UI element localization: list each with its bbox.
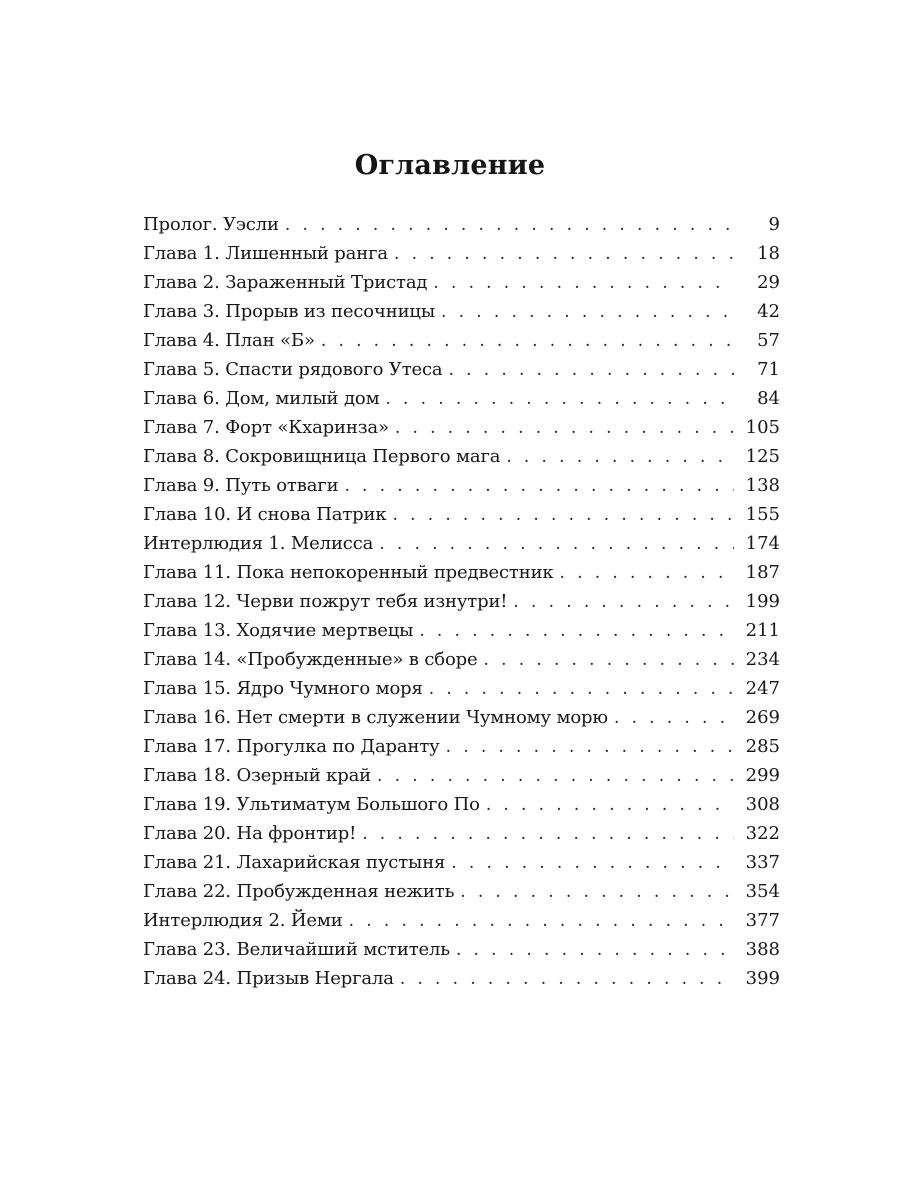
- toc-entry-page: 138: [745, 475, 780, 496]
- toc-entry-page: 155: [745, 504, 780, 525]
- toc-entry: [143, 819, 780, 848]
- toc-entry-page: 322: [745, 823, 780, 844]
- toc-entry-label: Глава 17. Прогулка по Даранту: [143, 736, 440, 757]
- toc-entry-label: Глава 23. Величайший мститель: [143, 939, 450, 960]
- toc-entry-label: Глава 4. План «Б»: [143, 330, 315, 351]
- toc-entry-page: 29: [757, 272, 780, 293]
- toc-entry-label: Глава 6. Дом, милый дом: [143, 388, 380, 409]
- dot-leader: [451, 849, 734, 878]
- dot-leader: [513, 588, 734, 617]
- dot-leader: [449, 356, 734, 385]
- toc-entry-label: Глава 16. Нет смерти в служении Чумному морю: [143, 707, 608, 728]
- dot-leader: [460, 878, 734, 907]
- toc-entry: [143, 761, 780, 790]
- toc-entry-label: Глава 8. Сокровищница Первого мага: [143, 446, 501, 467]
- toc-entry: [143, 877, 780, 906]
- dot-leader: [446, 733, 734, 762]
- toc-entry: [143, 935, 780, 964]
- toc-entry: [143, 587, 780, 616]
- dot-leader: [614, 704, 734, 733]
- toc-entry-page: 199: [745, 591, 780, 612]
- toc-entry: [143, 848, 780, 877]
- toc-entry: [143, 500, 780, 529]
- toc-entry-page: 354: [745, 881, 780, 902]
- toc-entry-label: Интерлюдия 1. Мелисса: [143, 533, 374, 554]
- toc-entry-page: 285: [745, 736, 780, 757]
- toc-entry-label: Глава 19. Ультиматум Большого По: [143, 794, 480, 815]
- toc-entry: [143, 239, 780, 268]
- toc-entry-page: 187: [745, 562, 780, 583]
- toc-entry-label: Глава 11. Пока непокоренный предвестник: [143, 562, 554, 583]
- toc-entry-label: Глава 3. Прорыв из песочницы: [143, 301, 436, 322]
- dot-leader: [377, 762, 734, 791]
- toc-entry: [143, 790, 780, 819]
- toc-entry: [143, 442, 780, 471]
- toc-entry: [143, 326, 780, 355]
- toc-entry-page: 299: [745, 765, 780, 786]
- toc-entry-page: 57: [757, 330, 780, 351]
- toc-entry-page: 388: [745, 939, 780, 960]
- dot-leader: [433, 269, 734, 298]
- toc-entry-page: 308: [745, 794, 780, 815]
- toc-entry-label: Глава 24. Призыв Нергала: [143, 968, 394, 989]
- toc-entry-page: 105: [745, 417, 780, 438]
- toc-entry-page: 9: [768, 214, 780, 235]
- table-of-contents: [143, 210, 780, 993]
- toc-entry-page: 247: [745, 678, 780, 699]
- dot-leader: [321, 327, 734, 356]
- dot-leader: [484, 646, 734, 675]
- toc-entry-page: 71: [757, 359, 780, 380]
- toc-entry-label: Пролог. Уэсли: [143, 214, 279, 235]
- toc-entry-page: 174: [745, 533, 780, 554]
- toc-entry: [143, 471, 780, 500]
- toc-entry-page: 234: [745, 649, 780, 670]
- toc-entry: [143, 645, 780, 674]
- toc-entry: [143, 210, 780, 239]
- toc-entry-label: Глава 15. Ядро Чумного моря: [143, 678, 423, 699]
- toc-entry: [143, 413, 780, 442]
- toc-entry-page: 337: [745, 852, 780, 873]
- toc-entry-label: Глава 10. И снова Патрик: [143, 504, 387, 525]
- dot-leader: [394, 240, 734, 269]
- toc-entry-page: 399: [745, 968, 780, 989]
- toc-entry-page: 18: [757, 243, 780, 264]
- dot-leader: [506, 443, 734, 472]
- toc-entry: [143, 616, 780, 645]
- dot-leader: [486, 791, 734, 820]
- dot-leader: [429, 675, 734, 704]
- toc-entry: [143, 906, 780, 935]
- dot-leader: [344, 472, 734, 501]
- dot-leader: [285, 211, 734, 240]
- toc-entry: [143, 355, 780, 384]
- toc-entry: [143, 529, 780, 558]
- toc-entry-page: 377: [745, 910, 780, 931]
- toc-entry: [143, 964, 780, 993]
- toc-entry-label: Глава 12. Черви пожрут тебя изнутри!: [143, 591, 508, 612]
- toc-entry-page: 269: [745, 707, 780, 728]
- dot-leader: [441, 298, 734, 327]
- toc-entry-label: Глава 18. Озерный край: [143, 765, 372, 786]
- toc-entry-label: Глава 2. Зараженный Тристад: [143, 272, 428, 293]
- toc-entry-label: Интерлюдия 2. Йеми: [143, 910, 343, 931]
- toc-title: Оглавление: [354, 150, 546, 181]
- dot-leader: [400, 965, 734, 994]
- dot-leader: [349, 907, 734, 936]
- toc-entry-page: 42: [757, 301, 780, 322]
- toc-entry: [143, 384, 780, 413]
- toc-entry-label: Глава 22. Пробужденная нежить: [143, 881, 455, 902]
- toc-entry-label: Глава 14. «Пробужденные» в сборе: [143, 649, 478, 670]
- toc-entry-label: Глава 5. Спасти рядового Утеса: [143, 359, 443, 380]
- dot-leader: [385, 385, 734, 414]
- toc-entry-page: 84: [757, 388, 780, 409]
- dot-leader: [560, 559, 734, 588]
- toc-entry: [143, 268, 780, 297]
- dot-leader: [393, 501, 735, 530]
- dot-leader: [419, 617, 734, 646]
- toc-entry-label: Глава 9. Путь отваги: [143, 475, 339, 496]
- toc-entry: [143, 703, 780, 732]
- dot-leader: [362, 820, 734, 849]
- toc-entry: [143, 732, 780, 761]
- toc-entry-label: Глава 7. Форт «Кхаринза»: [143, 417, 389, 438]
- toc-entry-label: Глава 1. Лишенный ранга: [143, 243, 388, 264]
- toc-entry: [143, 674, 780, 703]
- toc-entry: [143, 297, 780, 326]
- dot-leader: [395, 414, 734, 443]
- toc-entry-label: Глава 20. На фронтир!: [143, 823, 357, 844]
- dot-leader: [456, 936, 734, 965]
- toc-entry: [143, 558, 780, 587]
- toc-entry-page: 125: [745, 446, 780, 467]
- toc-entry-label: Глава 21. Лахарийская пустыня: [143, 852, 446, 873]
- toc-entry-label: Глава 13. Ходячие мертвецы: [143, 620, 414, 641]
- toc-entry-page: 211: [745, 620, 780, 641]
- dot-leader: [379, 530, 734, 559]
